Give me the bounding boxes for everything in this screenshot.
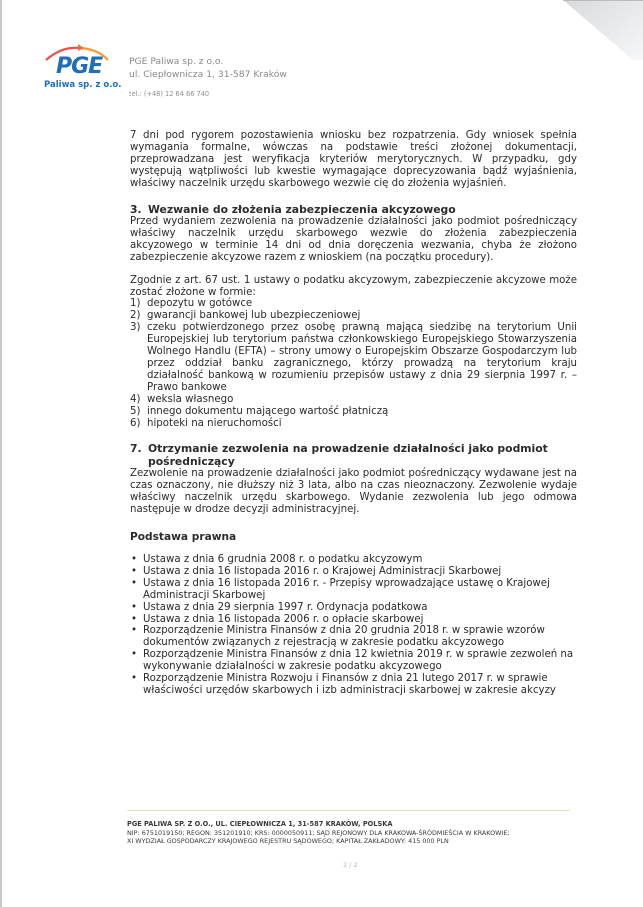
list-item: 4) weksla własnego	[130, 393, 234, 405]
list-item: 5) innego dokumentu mającego wartość płatniczą	[130, 405, 389, 417]
footer-company-line: PGE PALIWA SP. Z O.O., UL. CIEPŁOWNICZA 1, 31-587 KRAKÓW, POLSKA	[127, 820, 393, 828]
list-item: • Ustawa z dnia 16 listopada 2016 r. o Krajowej Administracji Skarbowej	[131, 565, 502, 577]
footer	[127, 820, 510, 846]
logo-mark: PGE	[56, 54, 103, 79]
list-item: • Ustawa z dnia 6 grudnia 2008 r. o podatku akcyzowym	[131, 553, 423, 565]
company-address: ul. Ciepłownicza 1, 31-587 Kraków	[129, 68, 287, 80]
list-item: 2) gwarancji bankowej lub ubezpieczeniowej	[130, 310, 361, 322]
section-7-heading	[130, 443, 577, 468]
list-item: • Rozporządzenie Ministra Finansów z dnia 12 kwietnia 2019 r. w sprawie zezwoleń na wykonywanie działalności w zakresie podatku akcyzowego	[131, 649, 574, 673]
section-3-number: 3.	[130, 202, 142, 216]
section-7-paragraph: Zezwolenie na prowadzenie działalności jako podmiot pośredniczący wydawane jest na czas oznaczony, nie dłuższy niż 3 lata, albo na czas nieoznaczony. Zezwolenie wydaje właściwy naczelnik urzędu skarbowego. Wydanie zezwolenia lub jego odmowa następuje w drodze decyzji administracyjnej.	[130, 468, 577, 516]
section-7-number: 7.	[130, 442, 142, 456]
company-name: PGE Paliwa sp. z o.o.	[129, 56, 224, 67]
page-curl-shadow	[533, 0, 643, 60]
section-3	[130, 204, 577, 430]
scan-left-edge	[0, 0, 2, 907]
section-3-title: Wezwanie do złożenia zabezpieczenia akcyzowego	[148, 202, 456, 216]
letterhead-company-info	[129, 56, 287, 101]
bullet-icon: •	[131, 613, 138, 625]
bullet-icon: •	[131, 625, 138, 637]
section-7	[130, 443, 577, 516]
bullet-icon: •	[131, 565, 138, 577]
legal-basis-heading: Podstawa prawna	[130, 531, 237, 544]
footer-court-line: XI WYDZIAŁ GOSPODARCZY KRAJOWEGO REJESTRU SĄDOWEGO; KAPITAŁ ZAKŁADOWY: 415 000 PLN	[127, 837, 449, 846]
section-7-title: Otrzymanie zezwolenia na prowadzenie działalności jako podmiot pośredniczący	[148, 442, 548, 468]
bullet-icon: •	[131, 649, 138, 661]
list-item: • Ustawa z dnia 16 listopada 2006 r. o opłacie skarbowej	[131, 613, 424, 625]
list-item: • Ustawa z dnia 16 listopada 2016 r. - Przepisy wprowadzające ustawę o Krajowej Administracji Skarbowej	[131, 577, 550, 601]
document-body	[130, 130, 577, 697]
company-phone: tel.: (+48) 12 64 66 740	[129, 90, 210, 98]
bullet-icon: •	[131, 673, 138, 685]
page-number: 2 / 2	[343, 861, 358, 869]
list-item: • Rozporządzenie Ministra Finansów z dnia 20 grudnia 2018 r. w sprawie wzorów dokumentów związanych z rejestracją w zakresie podatku akcyzowego	[131, 625, 545, 649]
section-3-heading	[130, 204, 577, 217]
footer-divider	[127, 810, 570, 811]
list-item: • Rozporządzenie Ministra Rozwoju i Finansów z dnia 21 lutego 2017 r. w sprawie właściwości urzędów skarbowych i izb administracji skarbowej w zakresie akcyzy	[131, 673, 556, 696]
pge-logo	[38, 36, 122, 96]
bullet-icon: •	[131, 577, 138, 589]
bullet-icon: •	[131, 553, 138, 565]
intro-paragraph: 7 dni pod rygorem pozostawienia wniosku bez rozpatrzenia. Gdy wniosek spełnia wymagania formalne, wówczas na podstawie treści złożonej dokumentacji, przeprowadzana jest weryfikacja kryteriów merytorycznych. W przypadku, gdy występują wątpliwości lub kwestie wymagające doprecyzowania bądź wyjaśnienia, właściwy naczelnik urzędu skarbowego wezwie cię do złożenia wyjaśnień.	[130, 130, 577, 189]
bullet-icon: •	[131, 601, 138, 613]
footer-registration-line: NIP: 6751019150; REGON: 351201910; KRS: 0000050911; SĄD REJONOWY DLA KRAKOWA-ŚRÓDMIEŚCIA W KRAKOWIE;	[127, 828, 510, 837]
section-3-paragraph: Przed wydaniem zezwolenia na prowadzenie działalności jako podmiot pośredniczący właściwy naczelnik urzędu skarbowego wezwie do złożenia zabezpieczenia akcyzowego w terminie 14 dni od dnia doręczenia wezwania, chyba że złożono zabezpieczenie akcyzowe razem z wnioskiem (na początku procedury).	[130, 216, 577, 263]
security-forms-list	[130, 298, 577, 429]
forms-intro: Zgodnie z art. 67 ust. 1 ustawy o podatku akcyzowym, zabezpieczenie akcyzowe może zostać złożone w formie:	[130, 274, 577, 298]
legal-basis-list	[130, 554, 577, 697]
list-item: 3) czeku potwierdzonego przez osobę prawną mającą siedzibę na terytorium Unii Europejskiej lub terytorium państwa członkowskiego Europejskiego Stowarzyszenia Wolnego Handlu (EFTA) – strony umowy o Europejskim Obszarze Gospodarczym lub przez oddział banku zagranicznego, którzy prowadzą na terytorium kraju działalność bankową w rozumieniu przepisów ustawy z dnia 29 sierpnia 1997 r. – Prawo bankowe	[130, 322, 577, 393]
list-item: • Ustawa z dnia 29 sierpnia 1997 r. Ordynacja podatkowa	[131, 601, 428, 613]
list-item: 6) hipoteki na nieruchomości	[130, 417, 282, 429]
list-item: 1) depozytu w gotówce	[130, 298, 253, 310]
logo-subtitle: Paliwa sp. z o.o.	[44, 80, 122, 90]
